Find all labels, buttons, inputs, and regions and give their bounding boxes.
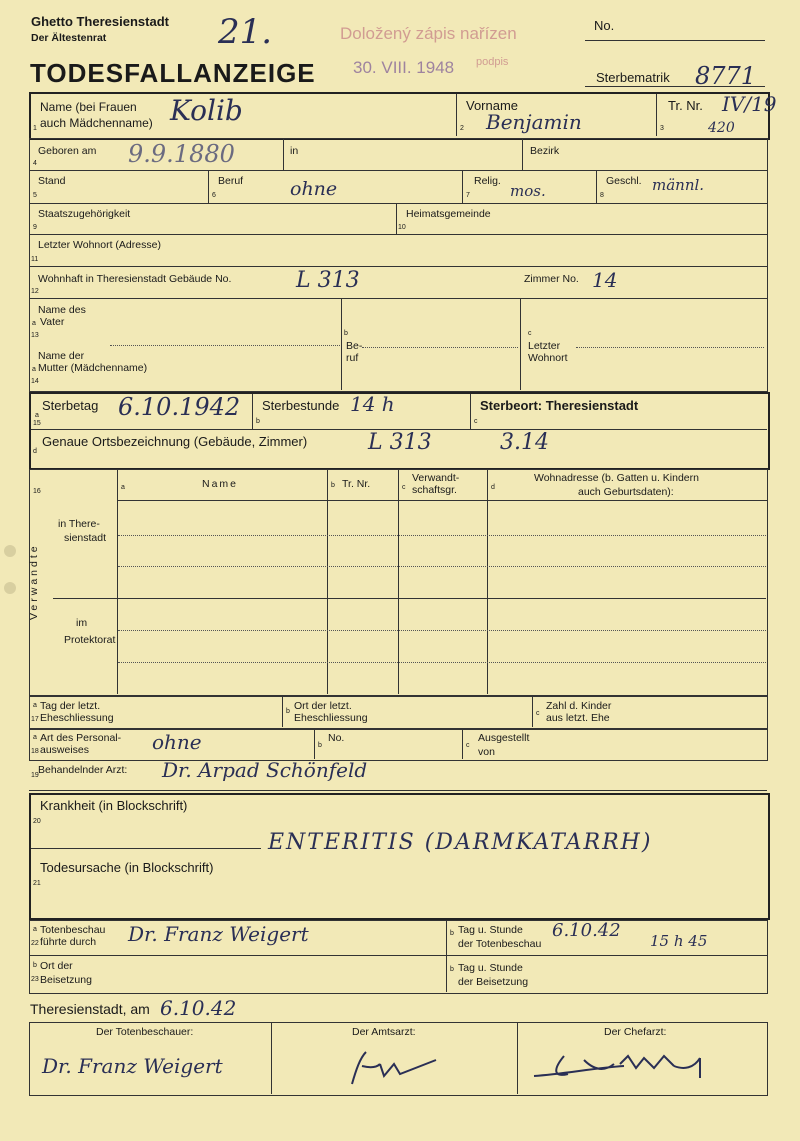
field-number-23: 23 xyxy=(31,976,39,983)
field-number-12: 12 xyxy=(31,288,39,295)
ort-beisetzung-label: Ort der xyxy=(40,960,73,972)
vorname-value: Benjamin xyxy=(486,110,582,134)
zahl-kinder-label-2: aus letzt. Ehe xyxy=(546,712,610,724)
field-letter-a-5: a xyxy=(33,702,37,709)
sterbematrik-value: 8771 xyxy=(695,62,757,90)
chefarzt-signature xyxy=(524,1046,724,1086)
vater-label-2: Vater xyxy=(40,316,65,328)
tag-totenbeschau-value: 6.10.42 xyxy=(552,920,621,941)
ausweis-no-label: No. xyxy=(328,732,345,744)
eltern-beruf-label-2: ruf xyxy=(346,352,359,364)
number-label: No. xyxy=(594,18,615,33)
field-letter-b-6: b xyxy=(450,930,454,937)
tag-eheschliessung-label: Tag der letzt. xyxy=(40,700,101,712)
field-number-20: 20 xyxy=(33,818,41,825)
field-number-8: 8 xyxy=(600,192,604,199)
col-wohnadresse-2: auch Geburtsdaten): xyxy=(578,486,674,498)
sterbestunde-value: 14 h xyxy=(350,392,395,416)
sterbeort-label: Sterbeort: Theresienstadt xyxy=(480,398,639,413)
field-letter-a-2: a xyxy=(32,366,36,373)
field-number-11: 11 xyxy=(31,256,39,263)
field-number-13: 13 xyxy=(31,332,39,339)
beruf-label: Beruf xyxy=(218,175,244,187)
im-label: im xyxy=(76,617,88,629)
personalausweis-value: ohne xyxy=(152,730,202,754)
field-number-9: 9 xyxy=(33,224,37,231)
col-trnr: Tr. Nr. xyxy=(342,478,371,490)
trnr-value-2: 420 xyxy=(708,120,735,136)
stand-label: Stand xyxy=(38,175,66,187)
ort-eheschliessung-label-2: Eheschliessung xyxy=(294,712,368,724)
totenbeschau-label: Totenbeschau xyxy=(40,924,106,936)
beruf-value: ohne xyxy=(290,178,338,200)
col-wohnadresse: Wohnadresse (b. Gatten u. Kindern xyxy=(534,472,699,484)
ort-beisetzung-label-2: Beisetzung xyxy=(40,974,92,986)
totenbeschau-value: Dr. Franz Weigert xyxy=(128,922,309,946)
field-number-17: 17 xyxy=(31,716,39,723)
genaue-value-2: 3.14 xyxy=(500,430,549,455)
wohnhaft-value: L 313 xyxy=(296,268,360,293)
geboren-label: Geboren am xyxy=(38,145,97,157)
name-label: Name (bei Frauen xyxy=(40,100,137,114)
in-theresienstadt-label-2: sienstadt xyxy=(64,532,107,544)
krankheit-value: ENTERITIS (DARMKATARRH) xyxy=(268,830,653,855)
genaue-value-1: L 313 xyxy=(368,430,432,455)
geschlecht-label: Geschl. xyxy=(606,175,642,187)
field-number-10: 10 xyxy=(398,224,406,231)
sterbestunde-label: Sterbestunde xyxy=(262,398,340,413)
ausgestellt-label: Ausgestellt xyxy=(478,732,530,744)
heimatsgemeinde-label: Heimatsgemeinde xyxy=(406,208,491,220)
sterbetag-label: Sterbetag xyxy=(42,398,99,413)
name-label-2: auch Mädchenname) xyxy=(40,116,153,130)
zimmer-label: Zimmer No. xyxy=(524,273,579,285)
ausgestellt-label-2: von xyxy=(478,746,495,758)
totenbeschauer-sig-label: Der Totenbeschauer: xyxy=(96,1026,194,1038)
sterbematrik-label: Sterbematrik xyxy=(596,70,670,85)
field-letter-a-3: a xyxy=(35,412,39,419)
arzt-label: Behandelnder Arzt: xyxy=(38,764,128,776)
protektorat-label: Protektorat xyxy=(64,634,116,646)
field-number-19: 19 xyxy=(31,772,39,779)
field-letter-a-4: a xyxy=(121,484,125,491)
stamp-text: Doložený zápis nařízen xyxy=(340,24,517,43)
vater-label: Name des xyxy=(38,304,86,316)
field-letter-a-6: a xyxy=(33,734,37,741)
in-label: in xyxy=(290,145,299,157)
field-letter-b-5: b xyxy=(318,742,322,749)
geboren-value: 9.9.1880 xyxy=(128,140,235,168)
field-number-2: 2 xyxy=(460,125,464,132)
stamp-date: 30. VIII. 1948 xyxy=(353,58,455,77)
eltern-wohnort-label-2: Wohnort xyxy=(528,352,568,364)
zimmer-value: 14 xyxy=(592,268,618,292)
field-letter-a-7: a xyxy=(33,926,37,933)
mutter-label: Name der xyxy=(38,350,85,362)
letzter-wohnort-label: Letzter Wohnort (Adresse) xyxy=(38,239,161,251)
zahl-kinder-label: Zahl d. Kinder xyxy=(546,700,612,712)
field-number-3: 3 xyxy=(660,125,664,132)
field-number-14: 14 xyxy=(31,378,39,385)
field-number-4: 4 xyxy=(33,160,37,167)
geschlecht-value: männl. xyxy=(652,176,705,194)
arzt-value: Dr. Arpad Schönfeld xyxy=(162,758,368,782)
staatszugehoerigkeit-label: Staatszugehörigkeit xyxy=(38,208,131,220)
col-verwandtschaft-2: schaftsgr. xyxy=(412,484,457,496)
trnr-label: Tr. Nr. xyxy=(668,98,703,113)
ort-eheschliessung-label: Ort der letzt. xyxy=(294,700,352,712)
place-date-label: Theresienstadt, am xyxy=(30,1001,150,1017)
krankheit-label: Krankheit (in Blockschrift) xyxy=(40,798,188,813)
tag-beisetzung-label: Tag u. Stunde xyxy=(458,962,523,974)
verwandte-side-label: Verwandte xyxy=(28,543,40,620)
field-letter-a: a xyxy=(32,320,36,327)
org-name: Ghetto Theresienstadt xyxy=(31,14,169,29)
religion-label: Relig. xyxy=(474,175,501,187)
sterbetag-value: 6.10.1942 xyxy=(118,393,241,421)
totenbeschauer-signature: Dr. Franz Weigert xyxy=(42,1054,223,1078)
eltern-wohnort-label: Letzter xyxy=(528,340,561,352)
punch-hole xyxy=(4,545,16,557)
field-letter-d: d xyxy=(33,448,37,455)
field-number-6: 6 xyxy=(212,192,216,199)
amtsarzt-signature xyxy=(340,1046,440,1090)
personalausweis-label: Art des Personal- xyxy=(40,732,122,744)
field-number-18: 18 xyxy=(31,748,39,755)
field-number-21: 21 xyxy=(33,880,41,887)
stamp-signature-label: podpis xyxy=(476,56,509,68)
stunde-totenbeschau-value: 15 h 45 xyxy=(650,932,708,950)
field-letter-c-3: c xyxy=(402,484,406,491)
bezirk-label: Bezirk xyxy=(530,145,560,157)
field-letter-c-5: c xyxy=(466,742,470,749)
totenbeschau-label-2: führte durch xyxy=(40,936,97,948)
field-letter-d-2: d xyxy=(491,484,495,491)
field-letter-b-4: b xyxy=(286,708,290,715)
field-letter-b: b xyxy=(344,330,348,337)
field-letter-b-7: b xyxy=(33,962,37,969)
tag-eheschliessung-label-2: Eheschliessung xyxy=(40,712,114,724)
chefarzt-sig-label: Der Chefarzt: xyxy=(604,1026,667,1038)
genaue-ortsbezeichnung-label: Genaue Ortsbezeichnung (Gebäude, Zimmer) xyxy=(42,434,308,449)
handwritten-number: 21. xyxy=(218,12,273,52)
tag-totenbeschau-label: Tag u. Stunde xyxy=(458,924,523,936)
col-verwandtschaft: Verwandt- xyxy=(412,472,460,484)
punch-hole-2 xyxy=(4,582,16,594)
wohnhaft-label: Wohnhaft in Theresienstadt Gebäude No. xyxy=(38,273,232,285)
field-letter-c-4: c xyxy=(536,710,540,717)
place-date-value: 6.10.42 xyxy=(160,996,237,1020)
field-letter-b-2: b xyxy=(256,418,260,425)
amtsarzt-sig-label: Der Amtsarzt: xyxy=(352,1026,416,1038)
field-number-16: 16 xyxy=(33,488,41,495)
in-theresienstadt-label: in There- xyxy=(58,518,100,530)
mutter-label-2: Mutter (Mädchenname) xyxy=(38,362,148,374)
todesursache-label: Todesursache (in Blockschrift) xyxy=(40,860,214,875)
field-number-1: 1 xyxy=(33,125,37,132)
name-value: Kolib xyxy=(170,94,243,127)
field-number-15: 15 xyxy=(33,420,41,427)
field-letter-c-2: c xyxy=(474,418,478,425)
religion-value: mos. xyxy=(510,182,546,200)
field-number-5: 5 xyxy=(33,192,37,199)
eltern-beruf-label: Be- xyxy=(346,340,363,352)
field-number-22: 22 xyxy=(31,940,39,947)
field-letter-b-3: b xyxy=(331,482,335,489)
field-number-7: 7 xyxy=(466,192,470,199)
vorname-label: Vorname xyxy=(466,98,519,113)
field-letter-b-8: b xyxy=(450,966,454,973)
personalausweis-label-2: ausweises xyxy=(40,744,90,756)
form-title: TODESFALLANZEIGE xyxy=(30,58,316,88)
col-name: Name xyxy=(202,478,239,490)
org-subname: Der Ältestenrat xyxy=(31,32,107,44)
tag-beisetzung-label-2: der Beisetzung xyxy=(458,976,529,988)
field-letter-c: c xyxy=(528,330,532,337)
tag-totenbeschau-label-2: der Totenbeschau xyxy=(458,938,542,950)
trnr-value: IV/19 xyxy=(722,92,777,116)
